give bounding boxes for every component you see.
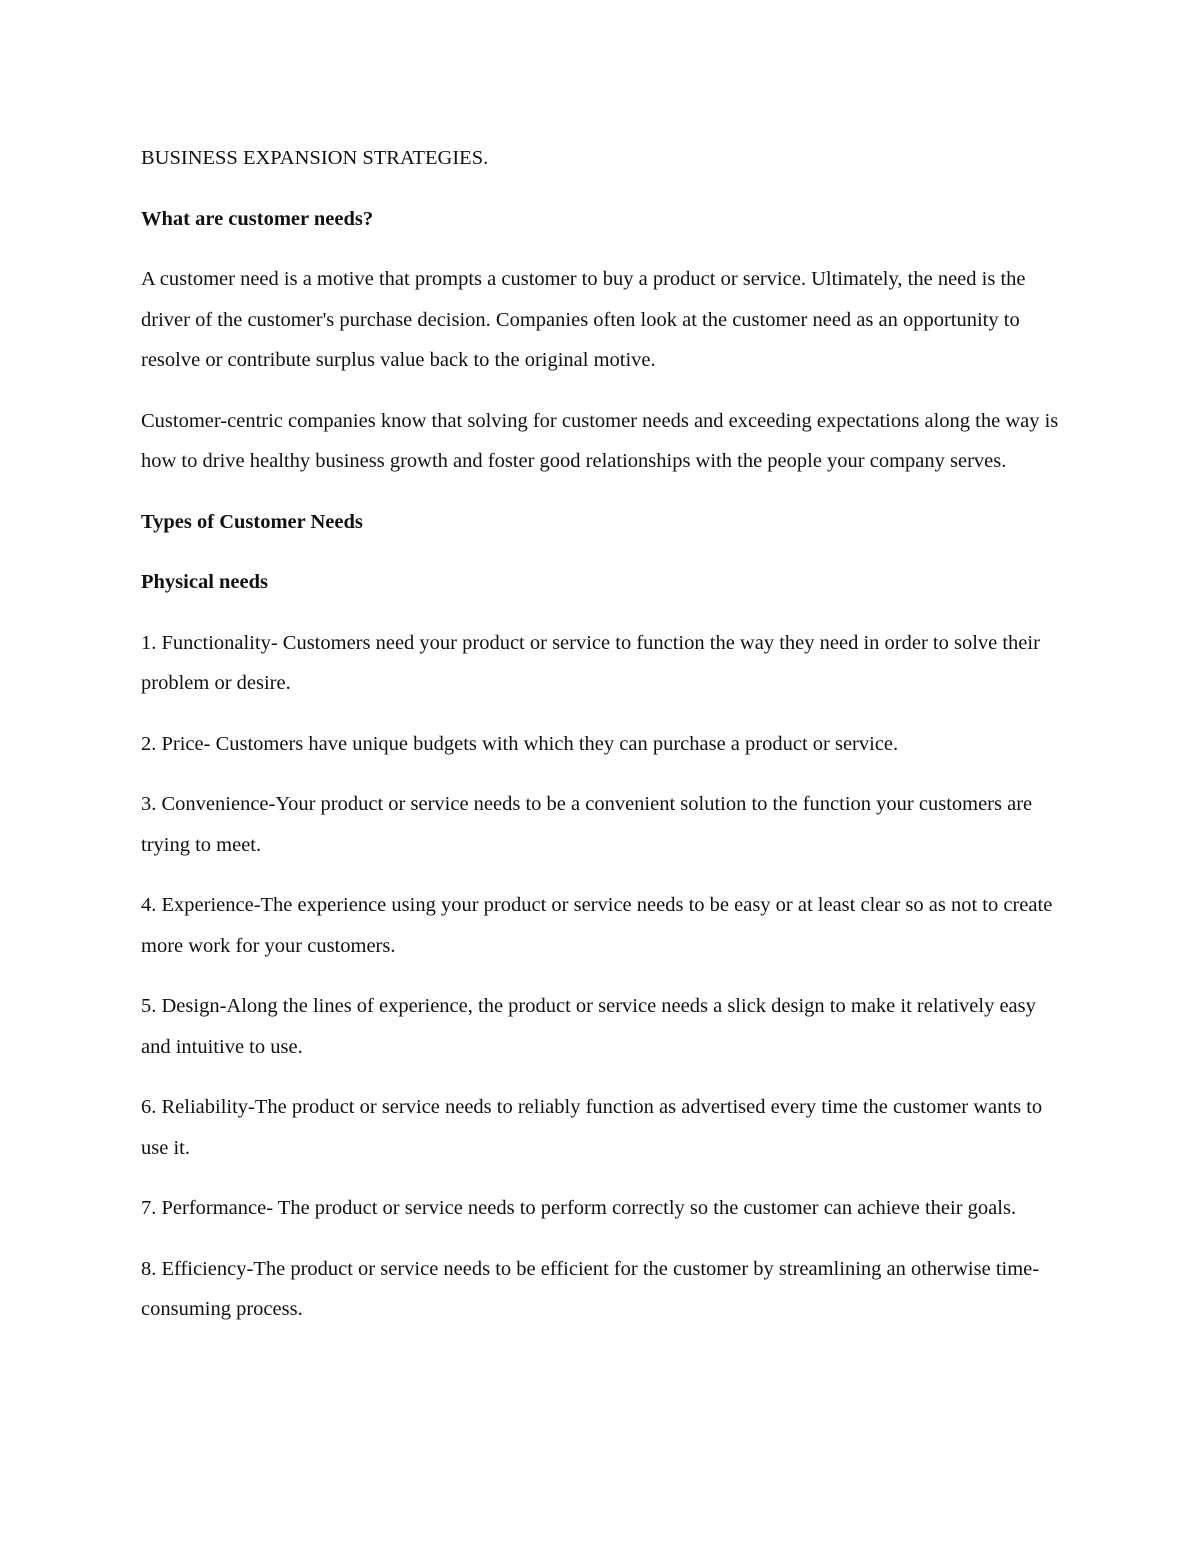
- heading-types-of-customer-needs: Types of Customer Needs: [141, 510, 363, 533]
- paragraph-definition: A customer need is a motive that prompts a customer to buy a product or service. Ultimately, the need is the driver of the customer's purchase decision. Companies often look at the customer need as an opportunity to resolve or contribute surplus value back to the original motive.: [141, 268, 1026, 371]
- list-item-design: 5. Design-Along the lines of experience, the product or service needs a slick design to make it relatively easy and intuitive to use.: [141, 995, 1036, 1058]
- list-item-reliability: 6. Reliability-The product or service needs to reliably function as advertised every time the customer wants to use it.: [141, 1096, 1043, 1159]
- list-item-price: 2. Price- Customers have unique budgets with which they can purchase a product or service.: [141, 732, 899, 755]
- list-item-performance: 7. Performance- The product or service needs to perform correctly so the customer can achieve their goals.: [141, 1197, 1017, 1219]
- list-item-experience: 4. Experience-The experience using your product or service needs to be easy or at least clear so as not to create more work for your customers.: [141, 894, 1053, 957]
- document-page: [141, 138, 1061, 1350]
- paragraph-customer-centric: Customer-centric companies know that solving for customer needs and exceeding expectations along the way is how to drive healthy business growth and foster good relationships with the people your company serves.: [141, 409, 1059, 472]
- document-title: BUSINESS EXPANSION STRATEGIES.: [141, 147, 489, 169]
- list-item-functionality: 1. Functionality- Customers need your product or service to function the way they need in order to solve their problem or desire.: [141, 631, 1040, 694]
- heading-physical-needs: Physical needs: [141, 571, 268, 593]
- list-item-convenience: 3. Convenience-Your product or service needs to be a convenient solution to the function your customers are trying to meet.: [141, 793, 1033, 856]
- list-item-efficiency: 8. Efficiency-The product or service needs to be efficient for the customer by streamlining an otherwise time-consuming process.: [141, 1257, 1040, 1320]
- heading-customer-needs: What are customer needs?: [141, 207, 374, 230]
